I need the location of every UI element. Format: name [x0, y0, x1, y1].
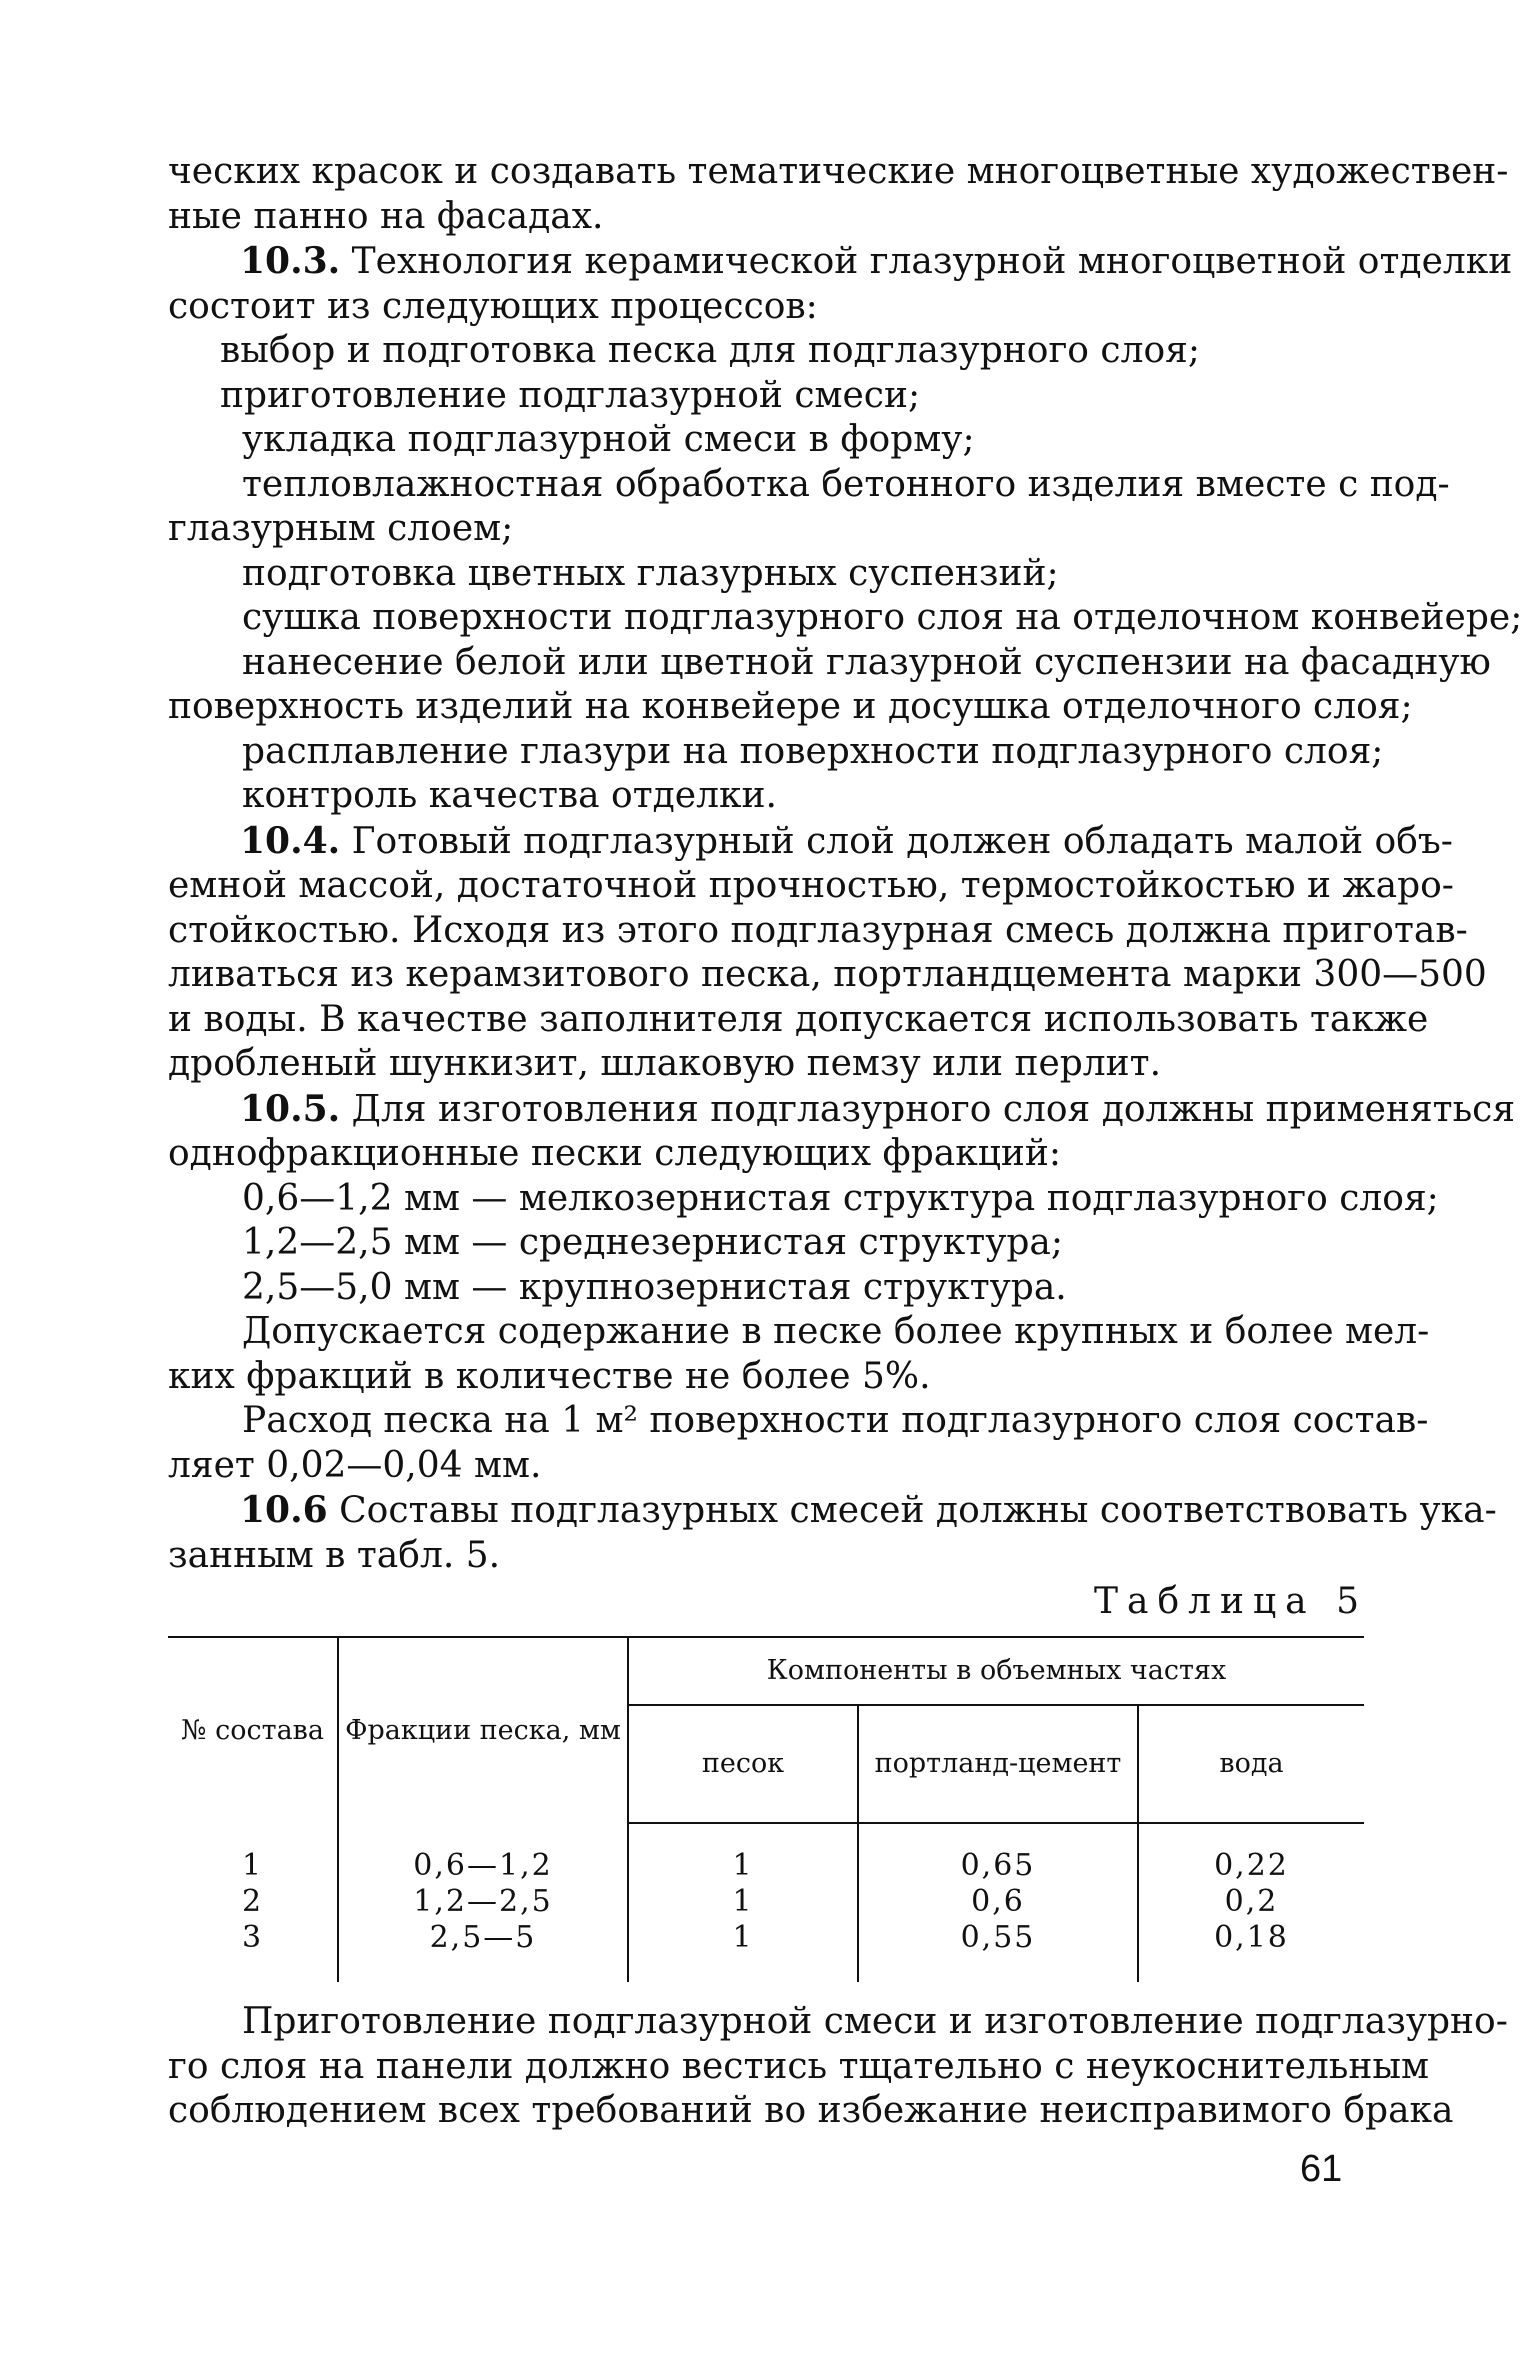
text-line: ляет 0,02—0,04 мм. [168, 1444, 542, 1486]
clause-number: 10.4. [240, 819, 341, 862]
cell-sand: 1 [628, 1920, 858, 1982]
list-item-continuation: поверхность изделий на конвейере и досушка отделочного слоя; [168, 686, 1413, 727]
text: Составы подглазурных смесей должны соответствовать ука- [339, 1490, 1497, 1531]
text-line: емной массой, достаточной прочностью, термостойкостью и жаро- [168, 865, 1454, 906]
cell-water: 0,2 [1138, 1884, 1364, 1920]
cell-fraction: 1,2—2,5 [338, 1884, 628, 1920]
clause-number: 10.5. [240, 1087, 341, 1130]
list-item: укладка подглазурной смеси в форму; [242, 419, 975, 460]
text-line: Приготовление подглазурной смеси и изготовление подглазурно- [242, 2001, 1508, 2042]
cell-sand: 1 [628, 1823, 858, 1884]
cell-cement: 0,55 [858, 1920, 1138, 1982]
fraction-item: 1,2—2,5 мм — среднезернистая структура; [242, 1222, 1064, 1263]
text: Для изготовления подглазурного слоя должны применяться [351, 1088, 1516, 1130]
text: Технология керамической глазурной многоцветной отделки [351, 241, 1513, 282]
paragraph-10-3-first-line [168, 239, 1513, 285]
text-line: состоит из следующих процессов: [168, 285, 818, 327]
text-line: и воды. В качестве заполнителя допускается использовать также [168, 998, 1429, 1040]
mix-composition-table [168, 1636, 1364, 1982]
col-header-fraction: Фракции песка, мм [338, 1637, 628, 1823]
list-item: сушка поверхности подглазурного слоя на отделочном конвейере; [242, 597, 1523, 638]
page-body [168, 150, 1523, 2134]
list-item: расплавление глазури на поверхности подглазурного слоя; [242, 730, 1384, 772]
cell-no: 1 [241, 1847, 264, 1883]
col-header-no: № состава [168, 1637, 338, 1823]
cell-no: 3 [241, 1920, 264, 1955]
paragraph-10-6-first-line [168, 1488, 1497, 1534]
clause-number: 10.6 [240, 1489, 328, 1531]
list-item: тепловлажностная обработка бетонного изделия вместе с под- [242, 463, 1450, 505]
table-row [168, 1884, 1364, 1920]
text-line: Расход песка на 1 м² поверхности подглазурного слоя состав- [242, 1400, 1429, 1441]
cell-sand: 1 [628, 1884, 858, 1920]
paragraph-10-5-first-line [168, 1087, 1516, 1133]
list-item: приготовление подглазурной смеси; [220, 374, 921, 416]
cell-water: 0,18 [1138, 1920, 1364, 1982]
paragraph-10-4-first-line [168, 819, 1453, 865]
col-header-water: вода [1138, 1705, 1364, 1823]
cell-cement: 0,65 [858, 1823, 1138, 1884]
table-row [168, 1920, 1364, 1982]
page-number: 61 [1300, 2148, 1343, 2190]
col-group-components: Компоненты в объемных частях [628, 1637, 1364, 1705]
text-line: ческих красок и создавать тематические многоцветные художествен- [168, 151, 1509, 192]
cell-water: 0,22 [1138, 1823, 1364, 1884]
list-item-continuation: глазурным слоем; [168, 508, 514, 549]
list-item: выбор и подготовка песка для подглазурного слоя; [220, 330, 1200, 371]
table-caption: Таблица 5 [1094, 1581, 1368, 1622]
fraction-item: 2,5—5,0 мм — крупнозернистая структура. [242, 1266, 1067, 1308]
text-line: стойкостью. Исходя из этого подглазурная смесь должна приготав- [168, 909, 1468, 951]
text-line: однофракционные пески следующих фракций: [168, 1133, 1061, 1174]
cell-cement: 0,6 [858, 1884, 1138, 1920]
fraction-item: 0,6—1,2 мм — мелкозернистая структура подглазурного слоя; [242, 1177, 1439, 1219]
table-row [168, 1823, 1364, 1884]
col-header-cement: портланд-цемент [858, 1705, 1138, 1823]
list-item: нанесение белой или цветной глазурной суспензии на фасадную [242, 641, 1491, 683]
list-item: контроль качества отделки. [242, 775, 777, 816]
text-line: соблюдением всех требований во избежание неисправимого брака [168, 2090, 1454, 2131]
clause-number: 10.3. [240, 240, 341, 282]
text-line: Допускается содержание в песке более крупных и более мел- [242, 1311, 1430, 1352]
text-line: го слоя на панели должно вестись тщательно с неукоснительным [168, 2045, 1429, 2087]
cell-fraction: 2,5—5 [338, 1920, 628, 1982]
text-line: ких фракций в количестве не более 5%. [168, 1355, 931, 1397]
text: Готовый подглазурный слой должен обладать малой объ- [351, 820, 1453, 862]
list-item: подготовка цветных глазурных суспензий; [242, 552, 1059, 594]
col-header-sand: песок [628, 1705, 858, 1823]
cell-no: 2 [241, 1884, 264, 1919]
text-line: ные панно на фасадах. [168, 195, 604, 237]
cell-fraction: 0,6—1,2 [338, 1823, 628, 1884]
text-line: дробленый шункизит, шлаковую пемзу или перлит. [168, 1043, 1162, 1084]
text-line: занным в табл. 5. [168, 1534, 501, 1576]
text-line: ливаться из керамзитового песка, портландцемента марки 300—500 [168, 954, 1487, 995]
